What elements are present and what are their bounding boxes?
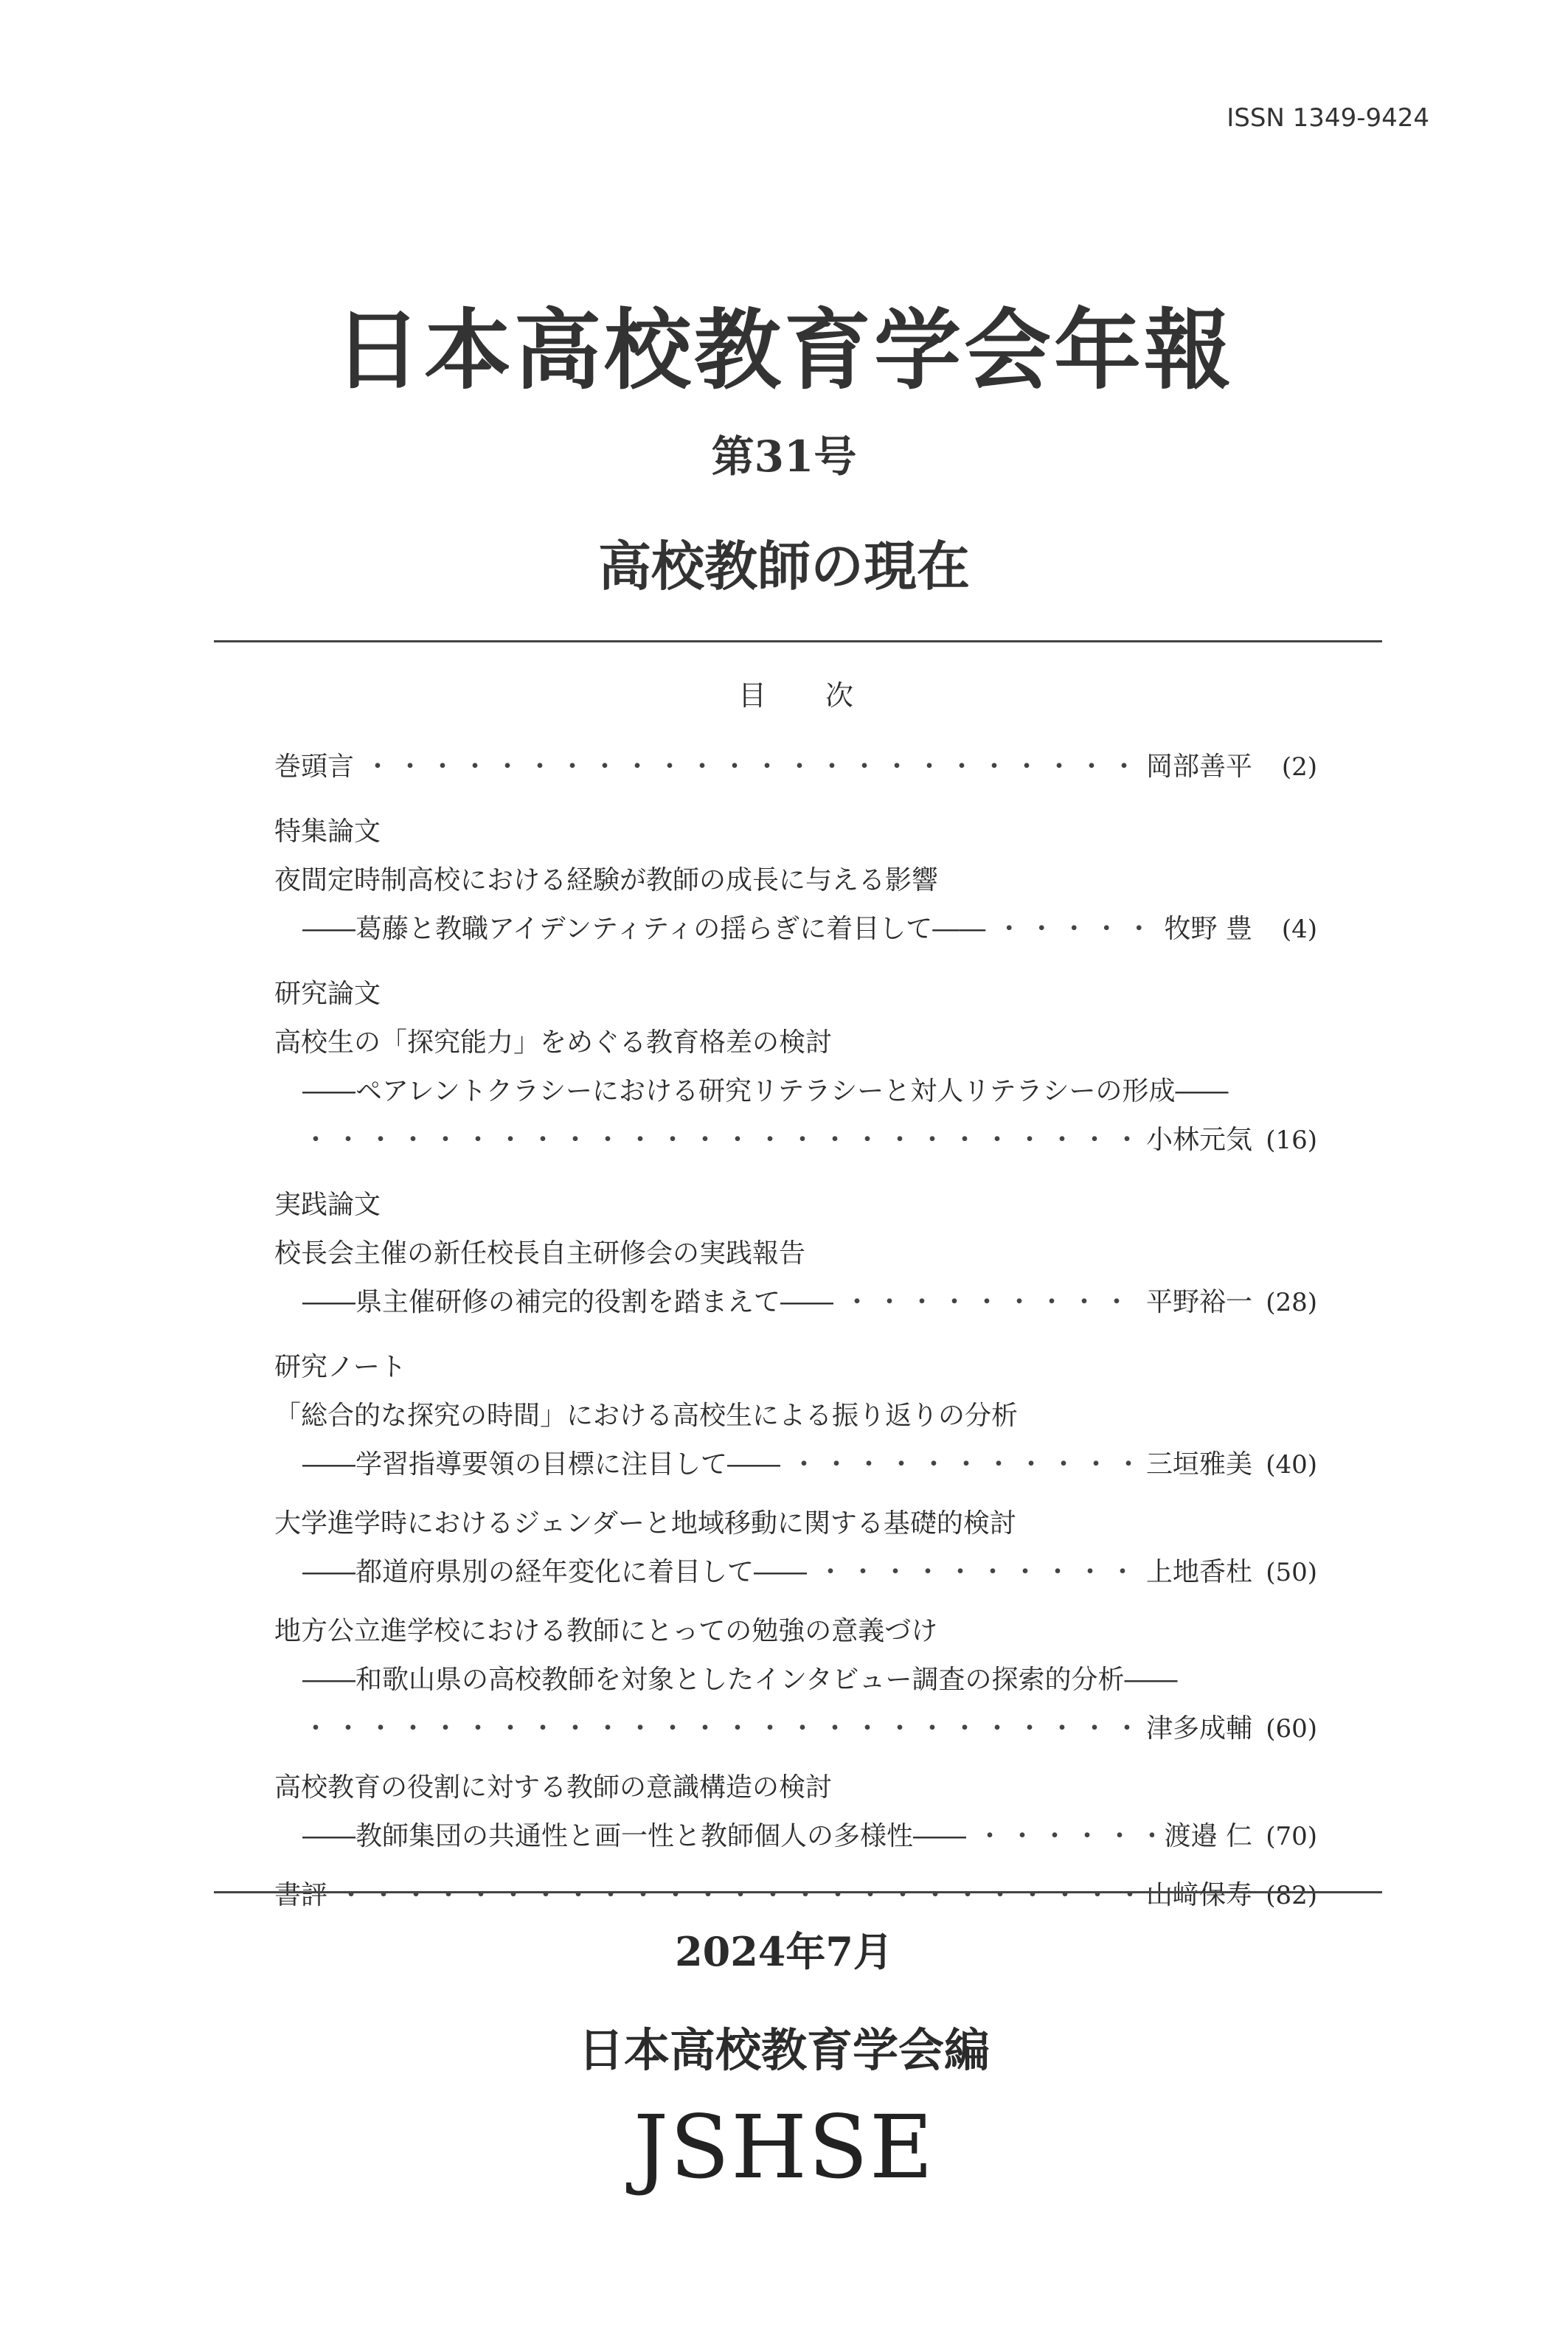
toc-entry-page: (50)	[1266, 1558, 1317, 1587]
toc-entry-author-line	[274, 1705, 1317, 1753]
toc-entry-subtitle: ――都道府県別の経年変化に着目して――	[302, 1557, 808, 1587]
toc-entry-author: 津多成輔	[1145, 1713, 1252, 1744]
toc-entry-subtitle: ――県主催研修の補完的役割を踏まえて――	[302, 1287, 834, 1317]
toc-entry-page: (4)	[1281, 915, 1317, 944]
issn-number: ISSN 1349-9424	[1227, 103, 1429, 133]
toc-entry-page: (70)	[1266, 1822, 1317, 1851]
leader-dots	[364, 743, 1136, 791]
toc-entry-title: 校長会主催の新任校長自主研修会の実践報告	[274, 1238, 806, 1269]
section-heading-special: 特集論文	[274, 816, 381, 847]
toc-entry-title-line	[274, 1230, 1317, 1278]
toc-entry-title: 夜間定時制高校における経験が教師の成長に与える影響	[274, 865, 939, 895]
toc-entry-subtitle-line	[274, 905, 1317, 954]
toc-entry-author: 牧野 豊	[1164, 914, 1252, 944]
toc-entry-page: (60)	[1266, 1714, 1317, 1744]
leader-dots	[302, 1116, 1136, 1165]
section-heading-practice: 実践論文	[274, 1190, 381, 1220]
toc-entry-title-line	[274, 1499, 1317, 1548]
toc-entry-author: 三垣雅美	[1145, 1449, 1252, 1480]
issue-number: 第31号	[711, 431, 857, 482]
toc-entry-subtitle-line	[274, 1812, 1317, 1861]
toc-entry-title-line	[274, 1392, 1317, 1440]
toc-entry-author-line	[274, 1116, 1317, 1165]
toc-entry-author: 山﨑保寿	[1145, 1880, 1252, 1910]
toc-entry-subtitle: ――葛藤と教職アイデンティティの揺らぎに着目して――	[302, 914, 986, 944]
toc-entry-title: 大学進学時におけるジェンダーと地域移動に関する基礎的検討	[274, 1508, 1016, 1539]
journal-title: 日本高校教育学会年報	[333, 299, 1234, 401]
toc-entry-preface	[274, 743, 1317, 791]
toc-entry-review	[274, 1871, 1317, 1920]
toc-heading: 目次	[738, 679, 912, 712]
toc-entry-page: (82)	[1266, 1881, 1317, 1910]
leader-dots	[791, 1440, 1136, 1489]
leader-dots	[302, 1705, 1136, 1753]
toc-entry-subtitle-line	[274, 1656, 1317, 1705]
toc-entry-title: 書評	[274, 1880, 328, 1910]
toc-entry-subtitle-line	[274, 1440, 1317, 1489]
toc-entry-title: 高校生の「探究能力」をめぐる教育格差の検討	[274, 1027, 833, 1058]
toc-entry-title-line	[274, 1607, 1317, 1656]
toc-entry-title: 巻頭言	[274, 752, 355, 782]
toc-entry-author: 岡部善平	[1145, 752, 1252, 782]
toc-entry-title-line	[274, 1019, 1317, 1067]
issue-theme: 高校教師の現在	[597, 535, 970, 597]
toc-entry-page: (28)	[1266, 1288, 1317, 1317]
toc-entry-title-line	[274, 1764, 1317, 1812]
toc-entry-page: (2)	[1281, 752, 1317, 782]
toc-entry-subtitle: ――ペアレントクラシーにおける研究リテラシーと対人リテラシーの形成――	[302, 1076, 1229, 1106]
table-of-contents	[274, 673, 1317, 1920]
toc-entry-subtitle-line	[274, 1548, 1317, 1597]
toc-entry-author: 小林元気	[1145, 1125, 1252, 1155]
society-logo: JSHSE	[633, 2096, 935, 2198]
toc-entry-page: (40)	[1266, 1450, 1317, 1480]
toc-entry-subtitle-line	[274, 1278, 1317, 1327]
toc-entry-subtitle: ――学習指導要領の目標に注目して――	[302, 1449, 781, 1480]
toc-entry-subtitle: ――教師集団の共通性と画一性と教師個人の多様性――	[302, 1821, 967, 1851]
toc-entry-title-line	[274, 856, 1317, 905]
toc-entry-author: 渡邉 仁	[1164, 1821, 1252, 1851]
publication-date: 2024年7月	[675, 1928, 893, 1975]
toc-entry-author: 平野裕一	[1145, 1287, 1252, 1317]
top-divider	[214, 640, 1382, 642]
toc-entry-subtitle: ――和歌山県の高校教師を対象としたインタビュー調査の探索的分析――	[302, 1665, 1178, 1695]
section-heading-notes: 研究ノート	[274, 1352, 406, 1382]
toc-entry-author: 上地香杜	[1145, 1557, 1252, 1587]
publisher-name: 日本高校教育学会編	[577, 2023, 990, 2077]
toc-entry-subtitle-line	[274, 1067, 1317, 1116]
leader-dots	[996, 905, 1154, 954]
section-heading-research: 研究論文	[274, 979, 381, 1009]
bottom-divider	[214, 1891, 1382, 1893]
toc-entry-title: 高校教育の役割に対する教師の意識構造の検討	[274, 1772, 833, 1803]
leader-dots	[976, 1812, 1154, 1861]
toc-entry-title: 地方公立進学校における教師にとっての勉強の意義づけ	[274, 1616, 938, 1646]
leader-dots	[338, 1871, 1136, 1920]
toc-entry-page: (16)	[1266, 1126, 1317, 1155]
leader-dots	[844, 1278, 1136, 1327]
toc-entry-title: 「総合的な探究の時間」における高校生による振り返りの分析	[274, 1401, 1019, 1431]
leader-dots	[817, 1548, 1136, 1597]
